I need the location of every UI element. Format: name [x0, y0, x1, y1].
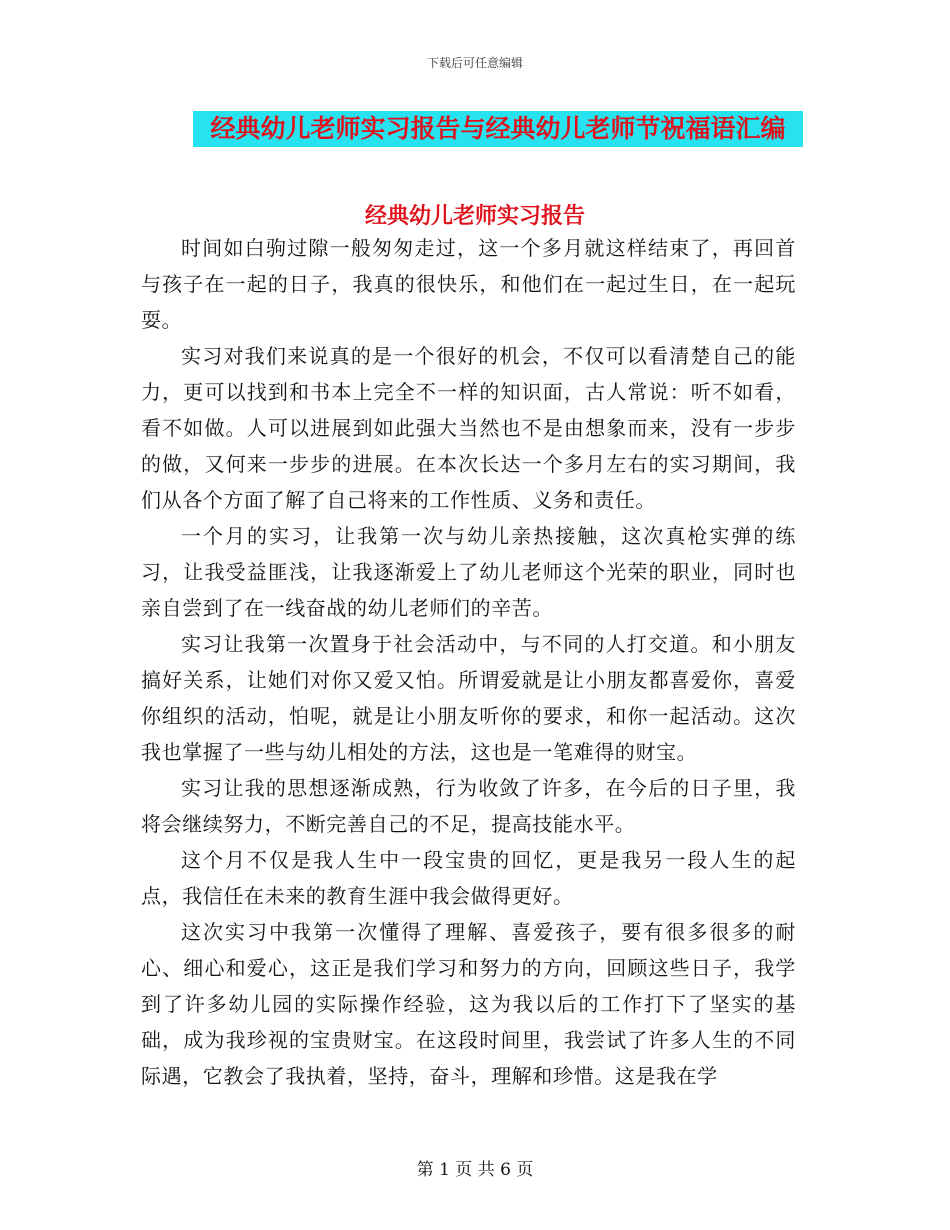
paragraph: 这次实习中我第一次懂得了理解、喜爱孩子，要有很多很多的耐心、细心和爱心，这正是我们学习和努力的方向，回顾这些日子，我学到了许多幼儿园的实际操作经验，这为我以后的工作打下了坚实的基础，成为我珍视的宝贵财宝。在这段时间里，我尝试了许多人生的不同际遇，它教会了我执着，坚持，奋斗，理解和珍惜。这是我在学 [141, 920, 796, 1088]
body-text [141, 230, 796, 1094]
paragraph: 实习让我的思想逐渐成熟，行为收敛了许多，在今后的日子里，我将会继续努力，不断完善自己的不足，提高技能水平。 [141, 776, 796, 836]
page-footer: 第 1 页 共 6 页 [416, 1160, 534, 1180]
paragraph: 一个月的实习，让我第一次与幼儿亲热接触，这次真枪实弹的练习，让我受益匪浅，让我逐渐爱上了幼儿老师这个光荣的职业，同时也亲自尝到了在一线奋战的幼儿老师们的辛苦。 [141, 524, 796, 620]
main-title: 经典幼儿老师实习报告与经典幼儿老师节祝福语汇编 [210, 114, 786, 143]
paragraph: 实习对我们来说真的是一个很好的机会，不仅可以看清楚自己的能力，更可以找到和书本上完全不一样的知识面，古人常说：听不如看，看不如做。人可以进展到如此强大当然也不是由想象而来，没有一步步的做，又何来一步步的进展。在本次长达一个多月左右的实习期间，我们从各个方面了解了自己将来的工作性质、义务和责任。 [141, 344, 796, 512]
header-note: 下载后可任意编辑 [426, 56, 523, 70]
paragraph: 这个月不仅是我人生中一段宝贵的回忆，更是我另一段人生的起点，我信任在未来的教育生涯中我会做得更好。 [141, 848, 796, 908]
paragraph: 时间如白驹过隙一般匆匆走过，这一个多月就这样结束了，再回首与孩子在一起的日子，我真的很快乐，和他们在一起过生日，在一起玩耍。 [141, 236, 796, 332]
paragraph: 实习让我第一次置身于社会活动中，与不同的人打交道。和小朋友搞好关系，让她们对你又爱又怕。所谓爱就是让小朋友都喜爱你，喜爱你组织的活动，怕呢，就是让小朋友听你的要求，和你一起活动。这次我也掌握了一些与幼儿相处的方法，这也是一笔难得的财宝。 [141, 632, 796, 764]
section-title: 经典幼儿老师实习报告 [364, 203, 585, 229]
